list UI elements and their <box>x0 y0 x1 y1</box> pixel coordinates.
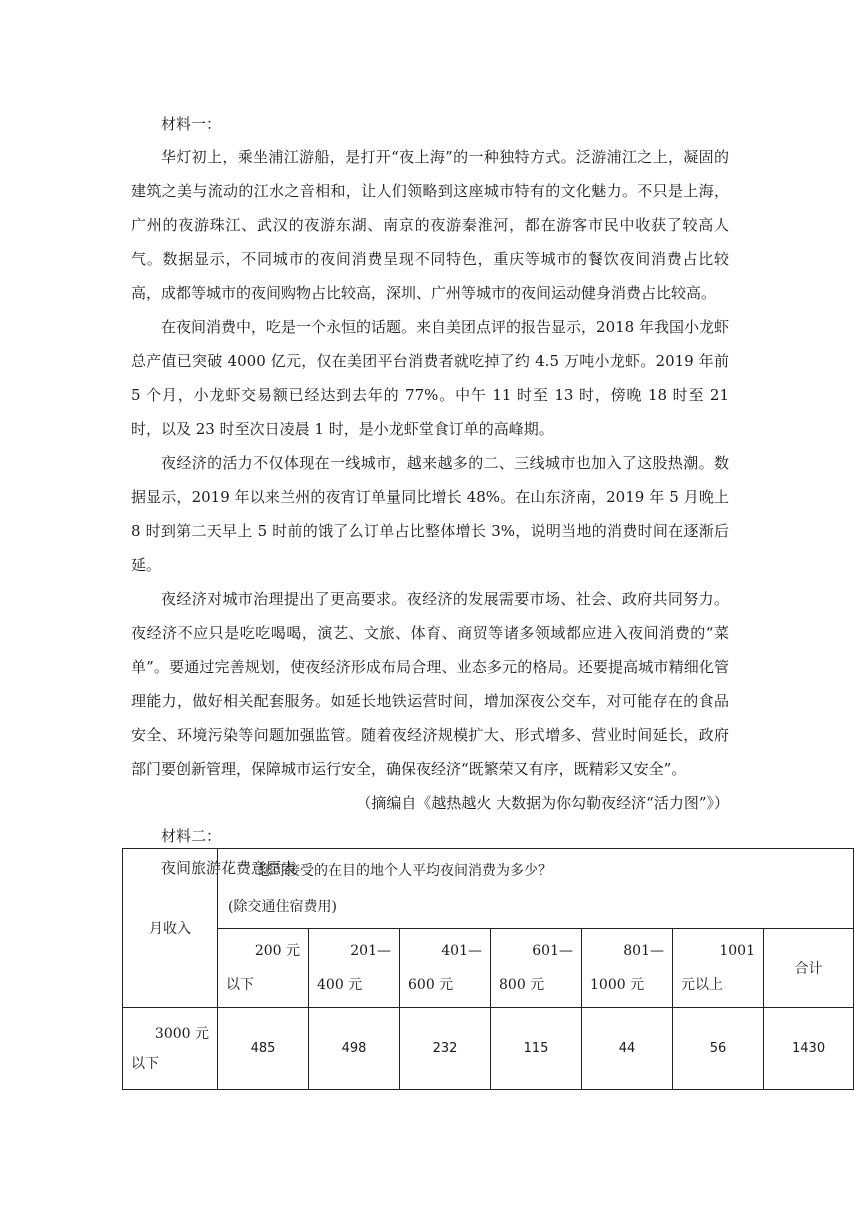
range-header-cell <box>400 929 491 1008</box>
material2-heading: 材料二： <box>161 827 222 845</box>
range-header-cell <box>309 929 400 1008</box>
material1-paragraph-4: 夜经济对城市治理提出了更高要求。夜经济的发展需要市场、社会、政府共同努力。夜经济不应只是吃吃喝喝，演艺、文旅、体育、商贸等诸多领域都应进入夜间消费的“菜单”。要通过完善规划，使夜经济形成布局合理、业态多元的格局。还要提高城市精细化管理能力，做好相关配套服务。如延长地铁运营时间，增加深夜公交车，对可能存在的食品安全、环境污染等问题加强监管。随着夜经济规模扩大、形式增多、营业时间延长，政府部门要创新管理，保障城市运行安全，确保夜经济“既繁荣又有序，既精彩又安全”。 <box>131 590 729 778</box>
table-cell: 232 <box>400 1008 491 1090</box>
document-body <box>131 108 729 884</box>
income-bracket-bottom: 以下 <box>131 1055 159 1072</box>
income-header-cell <box>123 849 218 1008</box>
range-label-top: 601— <box>532 943 573 959</box>
range-label-bottom: 元以上 <box>681 977 723 993</box>
spending-willingness-table <box>122 848 854 1090</box>
table-cell: 498 <box>309 1008 400 1090</box>
question-note: (除交通住宿费用) <box>228 898 337 915</box>
range-header-cell <box>673 929 764 1008</box>
income-bracket-top: 3000 元 <box>154 1025 209 1042</box>
range-header-cell <box>491 929 582 1008</box>
table-row <box>123 1008 854 1090</box>
table-cell: 485 <box>218 1008 309 1090</box>
range-label-top: 1001 <box>719 943 755 959</box>
material1-source: （摘编自《越热越火 大数据为你勾勒夜经济“活力图”》） <box>356 794 729 812</box>
range-label-top: 200 元 <box>254 943 300 959</box>
question-text: 您可接受的在目的地个人平均夜间消费为多少？ <box>258 862 552 879</box>
total-header-label: 合计 <box>794 961 823 977</box>
income-bracket-cell <box>123 1008 218 1090</box>
table-header-row-2 <box>123 929 854 1008</box>
table-caption: 夜间旅游花费意愿表 <box>161 859 297 877</box>
material1-paragraph-1: 华灯初上，乘坐浦江游船，是打开“夜上海”的一种独特方式。泛游浦江之上，凝固的建筑之美与流动的江水之音相和，让人们领略到这座城市特有的文化魅力。不只是上海，广州的夜游珠江、武汉的夜游东湖、南京的夜游秦淮河，都在游客市民中收获了较高人气。数据显示，不同城市的夜间消费呈现不同特色，重庆等城市的餐饮夜间消费占比较高，成都等城市的夜间购物占比较高，深圳、广州等城市的夜间运动健身消费占比较高。 <box>131 148 729 302</box>
income-header-label: 月收入 <box>149 921 191 937</box>
table-header-row-1 <box>123 849 854 929</box>
table-total-cell: 1430 <box>764 1008 854 1090</box>
table-cell: 56 <box>673 1008 764 1090</box>
material1-heading: 材料一： <box>161 115 222 133</box>
question-cell <box>218 849 854 929</box>
range-label-top: 801— <box>623 943 664 959</box>
range-label-bottom: 800 元 <box>499 977 545 993</box>
material1-paragraph-3: 夜经济的活力不仅体现在一线城市，越来越多的二、三线城市也加入了这股热潮。数据显示，2019 年以来兰州的夜宵订单量同比增长 48%。在山东济南，2019 年 5 月晚上 8 时到第二天早上 5 时前的饿了么订单占比整体增长 3%，说明当地的消费时间在逐渐后延。 <box>131 454 729 574</box>
range-label-top: 401— <box>441 943 482 959</box>
range-label-top: 201— <box>350 943 391 959</box>
range-header-cell <box>582 929 673 1008</box>
table-cell: 115 <box>491 1008 582 1090</box>
range-label-bottom: 以下 <box>226 977 254 993</box>
total-header-cell <box>764 929 854 1008</box>
range-label-bottom: 1000 元 <box>590 977 645 993</box>
table-cell: 44 <box>582 1008 673 1090</box>
range-label-bottom: 400 元 <box>317 977 363 993</box>
range-label-bottom: 600 元 <box>408 977 454 993</box>
material1-paragraph-2: 在夜间消费中，吃是一个永恒的话题。来自美团点评的报告显示，2018 年我国小龙虾总产值已突破 4000 亿元，仅在美团平台消费者就吃掉了约 4.5 万吨小龙虾。2019 年前 5 个月，小龙虾交易额已经达到去年的 77%。中午 11 时至 13 时，傍晚 18 时至 21 时，以及 23 时至次日凌晨 1 时，是小龙虾堂食订单的高峰期。 <box>131 318 729 438</box>
range-header-cell <box>218 929 309 1008</box>
